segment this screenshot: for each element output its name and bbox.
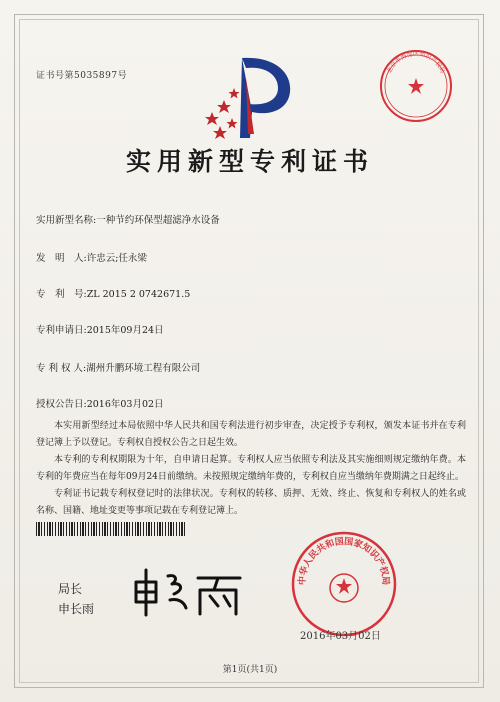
certificate-number: 证书号第5035897号 [36, 71, 128, 81]
field-patentee: 专 利 权 人:湖州升鹏环境工程有限公司 [36, 363, 201, 374]
signature-icon [128, 560, 248, 620]
body-text [36, 418, 466, 520]
field-grant-date: 授权公告日:2016年03月02日 [36, 399, 164, 410]
paragraph-term: 本专利的专利权期限为十年，自申请日起算。专利权人应当依照专利法及其实施细则规定缴纳年费。本专利的年费应当在每年09月24日前缴纳。未按照规定缴纳年费的，专利权自应当缴纳年费期满之日起终止。 [36, 455, 466, 482]
official-seal-icon [378, 48, 454, 124]
barcode [36, 522, 186, 536]
paragraph-record: 专利证书记载专利权登记时的法律状况。专利权的转移、质押、无效、终止、恢复和专利权人的姓名或名称、国籍、地址变更等事项记载在专利登记簿上。 [36, 489, 466, 516]
field-inventors: 发 明 人:许忠云;任永梁 [36, 253, 147, 264]
field-patent-number: 专 利 号:ZL 2015 2 0742671.5 [36, 289, 191, 300]
field-utility-model-name: 实用新型名称:一种节约环保型超滤净水设备 [36, 215, 220, 226]
page-number: 第1页(共1页) [222, 665, 278, 675]
page-title: 实用新型专利证书 [125, 147, 374, 176]
patent-office-logo-icon [196, 52, 306, 142]
field-application-date: 专利申请日:2015年09月24日 [36, 325, 164, 336]
svg-text:北京市海淀区知识产权局: 北京市海淀区知识产权局 [385, 50, 447, 75]
issue-date: 2016年03月02日 [300, 631, 381, 642]
director-name: 申长雨 [58, 602, 95, 616]
svg-text:中华人民共和国国家知识产权局: 中华人民共和国国家知识产权局 [297, 537, 391, 586]
paragraph-grant: 本实用新型经过本局依照中华人民共和国专利法进行初步审查，决定授予专利权，颁发本证书并在专利登记簿上予以登记。专利权自授权公告之日起生效。 [36, 421, 466, 448]
official-seal-icon [290, 530, 398, 638]
director-title: 局长 [58, 582, 83, 596]
